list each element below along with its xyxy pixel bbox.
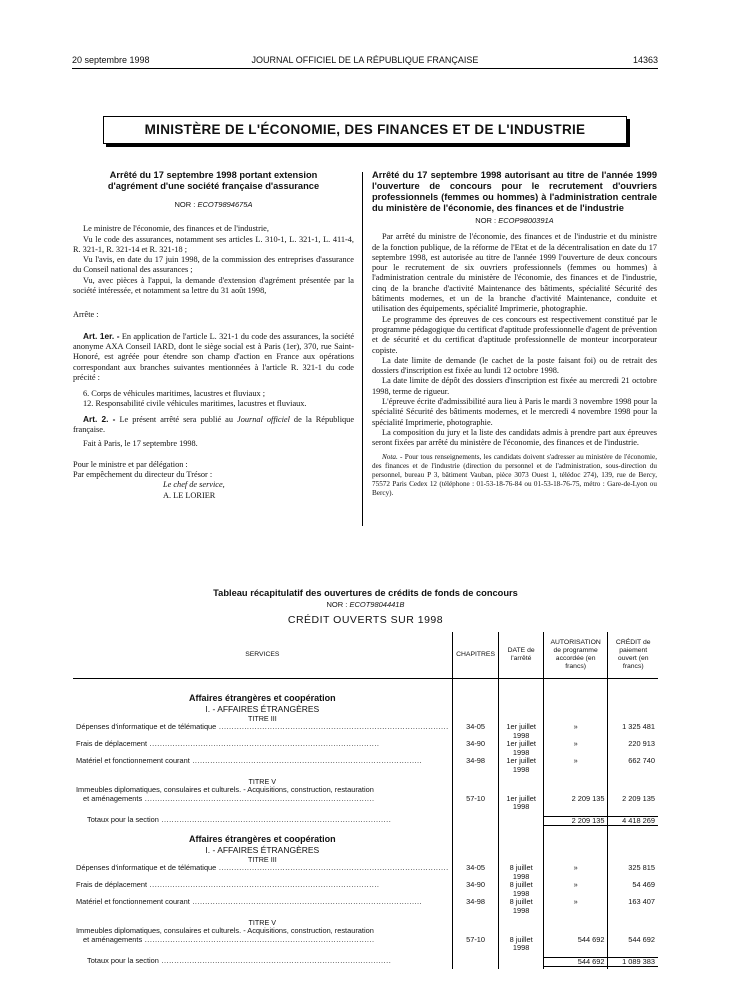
subsection-heading-text: I. - AFFAIRES ÉTRANGÈRES	[205, 845, 320, 855]
table-row	[73, 757, 658, 774]
spacer-row	[73, 679, 658, 694]
autorisation-cell: »	[543, 898, 608, 915]
empty-cell	[452, 957, 499, 967]
service-label: Matériel et fonctionnement courant	[76, 757, 190, 765]
article-1-text: En application de l'article L. 321-1 du code des assurances, la société anonyme AXA Conseil IARD, dont le siège social est à Paris (1er), 370, rue Saint-Honoré, est agréée pour étendre son champ d'action en France aux opérations correspondant aux branches suivantes mentionnées à l'article R. 321-1 du code précité :	[73, 331, 355, 382]
left-arrete: Arrête :	[73, 310, 99, 320]
service-cell	[73, 936, 452, 953]
date-cell: 8 juillet 1998	[499, 898, 543, 915]
right-nor	[372, 216, 657, 226]
date-cell: 8 juillet 1998	[499, 936, 543, 953]
subsection-heading	[73, 704, 658, 714]
section-heading	[73, 693, 658, 704]
subsection-heading-text: I. - AFFAIRES ÉTRANGÈRES	[205, 704, 320, 714]
autorisation-cell: »	[543, 723, 608, 740]
service-cell	[73, 740, 452, 757]
empty-cell	[452, 777, 499, 786]
spacer-cell	[73, 679, 452, 694]
left-para-vu-code: Vu le code des assurances, notamment ses articles L. 310-1, L. 321-1, L. 411-4, R. 321-1, R. 321-14 et R. 321-18 ;	[73, 234, 354, 254]
chapter-cell: 34-05	[452, 864, 499, 881]
right-para-4: La date limite de dépôt des dossiers d'inscription est fixée au mercredi 21 octobre 1998, terme de rigueur.	[372, 376, 657, 396]
article-2-journal: Journal officiel	[237, 414, 290, 424]
autorisation-cell: 2 209 135	[543, 795, 608, 812]
empty-cell	[452, 816, 499, 826]
right-nor-code: ECOP9800391A	[498, 216, 554, 225]
service-label: Immeubles diplomatiques, consulaires et culturels. - Acquisitions, construction, restauration	[76, 927, 374, 935]
chapter-cell: 34-90	[452, 740, 499, 757]
table-row	[73, 881, 658, 898]
service-label: Immeubles diplomatiques, consulaires et culturels. - Acquisitions, construction, restauration	[76, 786, 374, 794]
totals-label-cell	[73, 957, 452, 967]
section-heading	[73, 834, 658, 845]
service-cell	[73, 723, 452, 740]
empty-cell	[543, 693, 608, 704]
titre-heading	[73, 918, 658, 927]
date-cell: 1er juillet 1998	[499, 795, 543, 812]
service-cell	[73, 898, 452, 915]
titre-heading-text: TITRE III	[247, 855, 277, 864]
service-cell	[73, 795, 452, 812]
subsection-heading	[73, 845, 658, 855]
totals-label: Totaux pour la section	[87, 957, 159, 965]
empty-cell	[608, 834, 658, 845]
chapter-cell: 34-05	[452, 723, 499, 740]
total-credit-cell: 1 089 383	[608, 957, 658, 967]
table-nor	[73, 600, 658, 609]
signature-name: A. LE LORIER	[163, 490, 216, 500]
table-row	[73, 864, 658, 881]
leader-dots: ..........................................................................................	[158, 816, 392, 824]
table-subtitle: CRÉDIT OUVERTS SUR 1998	[287, 614, 444, 626]
totals-label-cell	[73, 816, 452, 826]
nota-label: Nota. -	[382, 452, 403, 461]
leader-dots: ..........................................................................................	[142, 794, 375, 803]
service-label: et aménagements	[83, 935, 143, 944]
empty-cell	[452, 918, 499, 927]
totals-row	[73, 957, 658, 967]
empty-cell	[499, 704, 543, 714]
empty-cell	[499, 777, 543, 786]
empty-cell	[543, 777, 608, 786]
table-row	[73, 795, 658, 812]
empty-cell	[452, 834, 499, 845]
credit-cell: 662 740	[608, 757, 658, 774]
signature-line-3	[73, 480, 354, 490]
spacer-cell	[452, 679, 499, 694]
header-page-number: 14363	[632, 55, 658, 65]
table-body	[73, 679, 658, 970]
header-services: SERVICES	[73, 632, 452, 679]
service-label: Frais de déplacement	[76, 740, 148, 748]
right-para-3: La date limite de demande (le cachet de la poste faisant foi) ou de retrait des dossiers d'inscription est fixée au lundi 12 octobre 1998.	[372, 355, 657, 376]
leader-dots: ..........................................................................................	[189, 757, 423, 765]
article-2-text-b: de la République française.	[73, 414, 355, 435]
leader-dots: ..........................................................................................	[216, 864, 449, 872]
table-row	[73, 898, 658, 915]
left-para-vu-demande: Vu, avec pièces à l'appui, la demande d'extension d'agrément présentée par la société intéressée, et notamment sa lettre du 31 août 1998,	[73, 275, 354, 296]
left-nor-code: ECOT9894675A	[197, 200, 253, 209]
header-date: DATE de l'arrêté	[499, 632, 543, 679]
table-row	[73, 936, 658, 953]
credit-cell: 220 913	[608, 740, 658, 757]
autorisation-cell: »	[543, 757, 608, 774]
signature-line-2: Par empêchement du directeur du Trésor :	[73, 469, 213, 479]
empty-cell	[499, 845, 543, 855]
article-1-label: Art. 1er. -	[83, 330, 120, 341]
titre-heading	[73, 714, 658, 723]
section-heading-text: Affaires étrangères et coopération	[189, 693, 336, 703]
credit-cell: 1 325 481	[608, 723, 658, 740]
service-cell	[73, 757, 452, 774]
service-label: Matériel et fonctionnement courant	[76, 898, 190, 906]
left-nor-label: NOR :	[174, 200, 196, 209]
spacer-cell	[608, 967, 658, 970]
date-cell: 8 juillet 1998	[499, 864, 543, 881]
column-divider	[362, 172, 363, 526]
chapter-cell: 57-10	[452, 936, 499, 953]
right-para-6: La composition du jury et la liste des candidats admis à prendre part aux épreuves seront fixées par arrêté du ministère de l'économie, des finances et de l'industrie.	[372, 427, 657, 448]
titre-heading	[73, 777, 658, 786]
left-article-1	[73, 331, 354, 383]
empty-cell	[608, 918, 658, 927]
table-row	[73, 723, 658, 740]
left-branch-6: 6. Corps de véhicules maritimes, lacustres et fluviaux ;	[83, 389, 266, 399]
header-rule	[72, 68, 658, 69]
credit-cell: 163 407	[608, 898, 658, 915]
left-fait: Fait à Paris, le 17 septembre 1998.	[83, 439, 198, 449]
left-article-2	[73, 414, 354, 436]
right-nor-label: NOR :	[475, 216, 497, 225]
header-chapitres: CHAPITRES	[452, 632, 499, 679]
credits-table	[73, 632, 658, 969]
service-label: Dépenses d'informatique et de télématique	[76, 723, 217, 731]
chapter-cell: 34-90	[452, 881, 499, 898]
ministry-heading: MINISTÈRE DE L'ÉCONOMIE, DES FINANCES ET DE L'INDUSTRIE	[103, 116, 627, 144]
right-para-5: L'épreuve écrite d'admissibilité aura lieu à Paris le mardi 3 novembre 1998 pour la spécialité Sécurité des bâtiments modernes, et le mercredi 4 novembre 1998 pour la spécialité Imprimerie, photographie.	[372, 397, 657, 427]
empty-cell	[499, 816, 543, 826]
totals-row	[73, 816, 658, 826]
titre-heading-text: TITRE V	[248, 777, 277, 786]
service-cell	[73, 881, 452, 898]
header-autorisation: AUTORISATION de programme accordée (en francs)	[543, 632, 608, 679]
date-cell: 8 juillet 1998	[499, 881, 543, 898]
autorisation-cell: »	[543, 881, 608, 898]
right-column	[372, 170, 657, 498]
header-credit: CRÉDIT de paiement ouvert (en francs)	[608, 632, 658, 679]
service-label: Dépenses d'informatique et de télématique	[76, 864, 217, 872]
empty-cell	[608, 693, 658, 704]
right-nota	[372, 453, 657, 498]
empty-cell	[608, 777, 658, 786]
spacer-cell	[608, 679, 658, 694]
table-row	[73, 740, 658, 757]
right-para-1: Par arrêté du ministre de l'économie, des finances et de l'industrie et du ministre de la fonction publique, de la réforme de l'Etat et de la décentralisation en date du 17 septembre 1998, est autorisée au titre de l'année 1999 l'ouverture de deux concours pour le recrutement de six ouvriers professionnels (femmes ou hommes) à l'administration centrale du ministère de l'économie, des finances et de l'industrie, cinq de la branche d'activité Maintenance des bâtiments, spécialité Sécurité des bâtiments modernes, et un de la branche d'activité Maintenance, conduite et utilisation des équipements, spécialité Imprimerie, photographie.	[372, 232, 657, 314]
table-row	[73, 786, 658, 795]
credit-cell: 2 209 135	[608, 795, 658, 812]
leader-dots: ..........................................................................................	[147, 740, 380, 748]
credit-cell: 544 692	[608, 936, 658, 953]
empty-cell	[499, 918, 543, 927]
spacer-cell	[543, 967, 608, 970]
empty-cell	[452, 693, 499, 704]
left-column	[73, 170, 354, 501]
service-label: et aménagements	[83, 794, 143, 803]
credit-cell: 54 469	[608, 881, 658, 898]
autorisation-cell: 544 692	[543, 936, 608, 953]
section-heading-text: Affaires étrangères et coopération	[189, 834, 336, 844]
left-decree-title: Arrêté du 17 septembre 1998 portant extension d'agrément d'une société française d'assurance	[107, 170, 320, 191]
service-label: Frais de déplacement	[76, 881, 148, 889]
chapter-cell: 34-98	[452, 898, 499, 915]
table-header-row	[73, 632, 658, 679]
article-2-label: Art. 2. -	[83, 413, 116, 424]
date-cell: 1er juillet 1998	[499, 723, 543, 740]
running-head	[72, 55, 658, 69]
signature-role: Le chef de service,	[163, 480, 225, 490]
titre-heading-text: TITRE III	[247, 714, 277, 723]
empty-cell	[452, 704, 499, 714]
spacer-cell	[73, 967, 452, 970]
empty-cell	[543, 834, 608, 845]
table-nor-code: ECOT9804441B	[349, 600, 405, 609]
leader-dots: ..........................................................................................	[189, 898, 423, 906]
empty-cell	[543, 918, 608, 927]
spacer-cell	[452, 967, 499, 970]
total-credit-cell: 4 418 269	[608, 816, 658, 826]
empty-cell	[543, 845, 608, 855]
titre-heading-text: TITRE V	[248, 918, 277, 927]
empty-cell	[499, 834, 543, 845]
right-para-2: Le programme des épreuves de ces concours est respectivement constitué par le programme pédagogique du certificat d'aptitude professionnelle d'agent de prévention et de sécurité et du certificat d'aptitude professionnelle de monteur incorporateur copiste.	[372, 314, 657, 355]
spacer-cell	[499, 967, 543, 970]
spacer-cell	[543, 679, 608, 694]
left-nor	[73, 200, 354, 210]
credit-cell: 325 815	[608, 864, 658, 881]
left-para-minister: Le ministre de l'économie, des finances et de l'industrie,	[83, 224, 269, 234]
empty-cell	[608, 845, 658, 855]
signature-line-1: Pour le ministre et par délégation :	[73, 459, 188, 469]
totals-label: Totaux pour la section	[87, 816, 159, 824]
titre-heading	[73, 855, 658, 864]
right-decree-title: Arrêté du 17 septembre 1998 autorisant au titre de l'année 1999 l'ouverture de concours pour le recrutement d'ouvriers professionnels (femmes ou hommes) à l'administration centrale du ministère de l'économie, des finances et de l'industrie	[372, 170, 657, 213]
left-para-vu-avis: Vu l'avis, en date du 17 juin 1998, de la commission des entreprises d'assurance du Conseil national des assurances ;	[73, 255, 354, 275]
header-journal-title: JOURNAL OFFICIEL DE LA RÉPUBLIQUE FRANÇAISE	[251, 55, 479, 65]
empty-cell	[499, 957, 543, 967]
header-date: 20 septembre 1998	[72, 55, 150, 65]
spacer-cell	[499, 679, 543, 694]
empty-cell	[543, 704, 608, 714]
empty-cell	[452, 845, 499, 855]
chapter-cell: 34-98	[452, 757, 499, 774]
date-cell: 1er juillet 1998	[499, 757, 543, 774]
left-branch-12: 12. Responsabilité civile véhicules maritimes, lacustres et fluviaux.	[83, 399, 307, 409]
autorisation-cell: »	[543, 864, 608, 881]
article-2-text-a: Le présent arrêté sera publié au	[119, 414, 234, 424]
service-cell	[73, 864, 452, 881]
leader-dots: ..........................................................................................	[216, 723, 449, 731]
table-row	[73, 927, 658, 936]
table-title: Tableau récapitulatif des ouvertures de crédits de fonds de concours	[213, 588, 518, 598]
nota-text: Pour tous renseignements, les candidats doivent s'adresser au ministère de l'économie, des finances et de l'industrie (direction du personnel et de l'administration, sous-direction du personnel, bureau P 3, bâtiment Vauban, pièce 3073 Ouest 1, télédoc 274), 139, rue de Bercy, 75572 Paris Cedex 12 (téléphone : 01-53-18-76-84 ou 01-53-18-76-75, métro : Gare-de-Lyon ou Bercy).	[372, 452, 658, 497]
leader-dots: ..........................................................................................	[158, 957, 392, 965]
date-cell: 1er juillet 1998	[499, 740, 543, 757]
empty-cell	[608, 704, 658, 714]
total-autorisation-cell: 2 209 135	[543, 816, 608, 826]
empty-cell	[499, 693, 543, 704]
spacer-row	[73, 967, 658, 970]
table-nor-label: NOR :	[326, 600, 348, 609]
autorisation-cell: »	[543, 740, 608, 757]
chapter-cell: 57-10	[452, 795, 499, 812]
leader-dots: ..........................................................................................	[142, 935, 375, 944]
leader-dots: ..........................................................................................	[147, 881, 380, 889]
total-autorisation-cell: 544 692	[543, 957, 608, 967]
